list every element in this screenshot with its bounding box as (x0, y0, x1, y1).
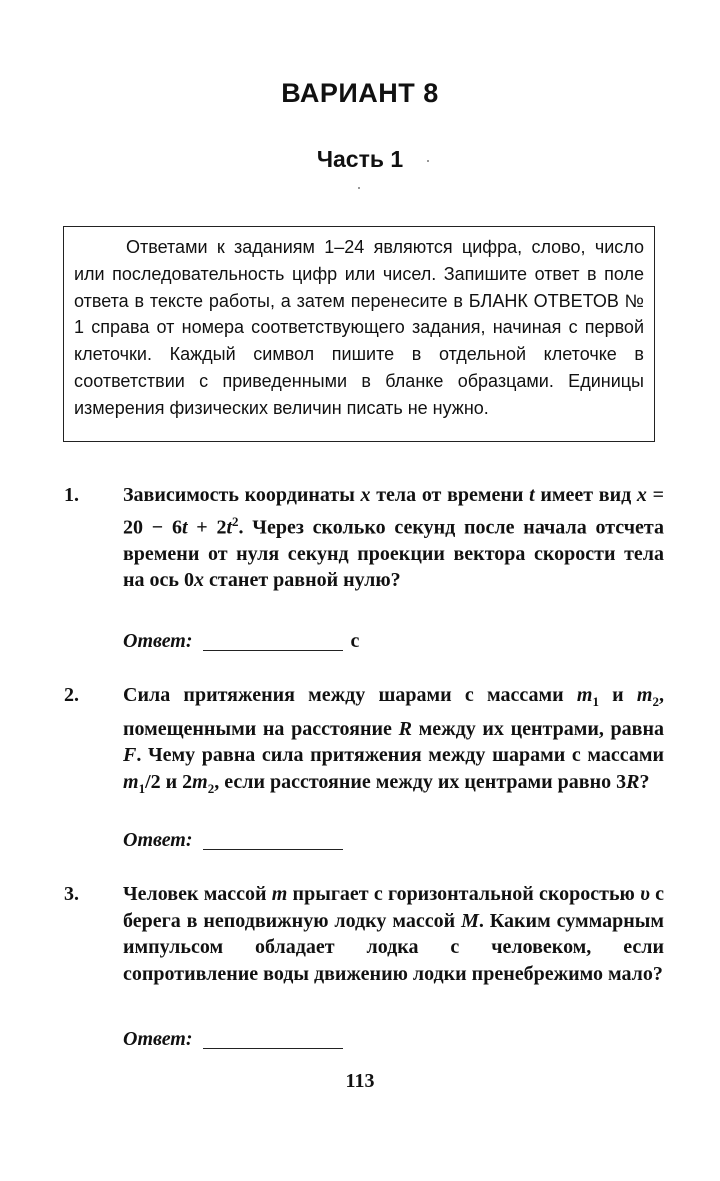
task-1 (64, 482, 664, 594)
task-number: 2. (64, 684, 79, 706)
variant-title: ВАРИАНТ 8 (281, 78, 439, 108)
answer-label: Ответ: (123, 1028, 193, 1050)
scan-speck (358, 187, 360, 189)
answer-field[interactable] (203, 1047, 343, 1049)
part-title: Часть 1 (316, 146, 404, 172)
page-number: 113 (345, 1070, 375, 1092)
answer-field[interactable] (203, 848, 343, 850)
answer-label: Ответ: (123, 630, 193, 652)
task-number: 3. (64, 883, 79, 905)
task-number: 1. (64, 484, 79, 506)
answer-3 (123, 1026, 343, 1052)
task-text: Человек массой m прыгает с горизонтальной скоростью υ с берега в неподвижную лодку массой M. Каким суммарным импульсом обладает лодка с человеком, если сопротивление воды движению лодки пренебрежимо мало? (123, 883, 664, 985)
task-3 (64, 881, 664, 987)
instructions-box: Ответами к заданиям 1–24 являются цифра, слово, число или последовательность цифр или чисел. Запишите ответ в поле ответа в тексте работы, а затем перенесите в БЛАНК ОТВЕТОВ № 1 справа от номера соответствующего задания, начиная с первой клеточки. Каждый символ пишите в отдельной клеточке в соответствии с приведенными в бланке образцами. Единицы измерения физических величин писать не нужно. (63, 226, 655, 442)
answer-1 (123, 628, 359, 654)
answer-2 (123, 827, 343, 853)
scan-speck (427, 160, 429, 162)
task-2 (64, 682, 664, 802)
task-text: Зависимость координаты x тела от времени t имеет вид $x = 20 - 6t + 2t^2$. Через сколько секунд после начала отсчета времени от нуля секунд проекции вектора скорости тела на ось 0x станет равной нулю? (123, 484, 664, 592)
task-text: Сила притяжения между шарами с массами $m_1$ и $m_2$, помещенными на расстояние R между их центрами, равна F. Чему равна сила притяжения между шарами с массами $m_1/2$ и $2m_2$, если расстояние между их центрами равно 3R? (123, 684, 664, 796)
answer-label: Ответ: (123, 829, 193, 851)
answer-field[interactable] (203, 649, 343, 651)
answer-unit: с (350, 630, 360, 652)
